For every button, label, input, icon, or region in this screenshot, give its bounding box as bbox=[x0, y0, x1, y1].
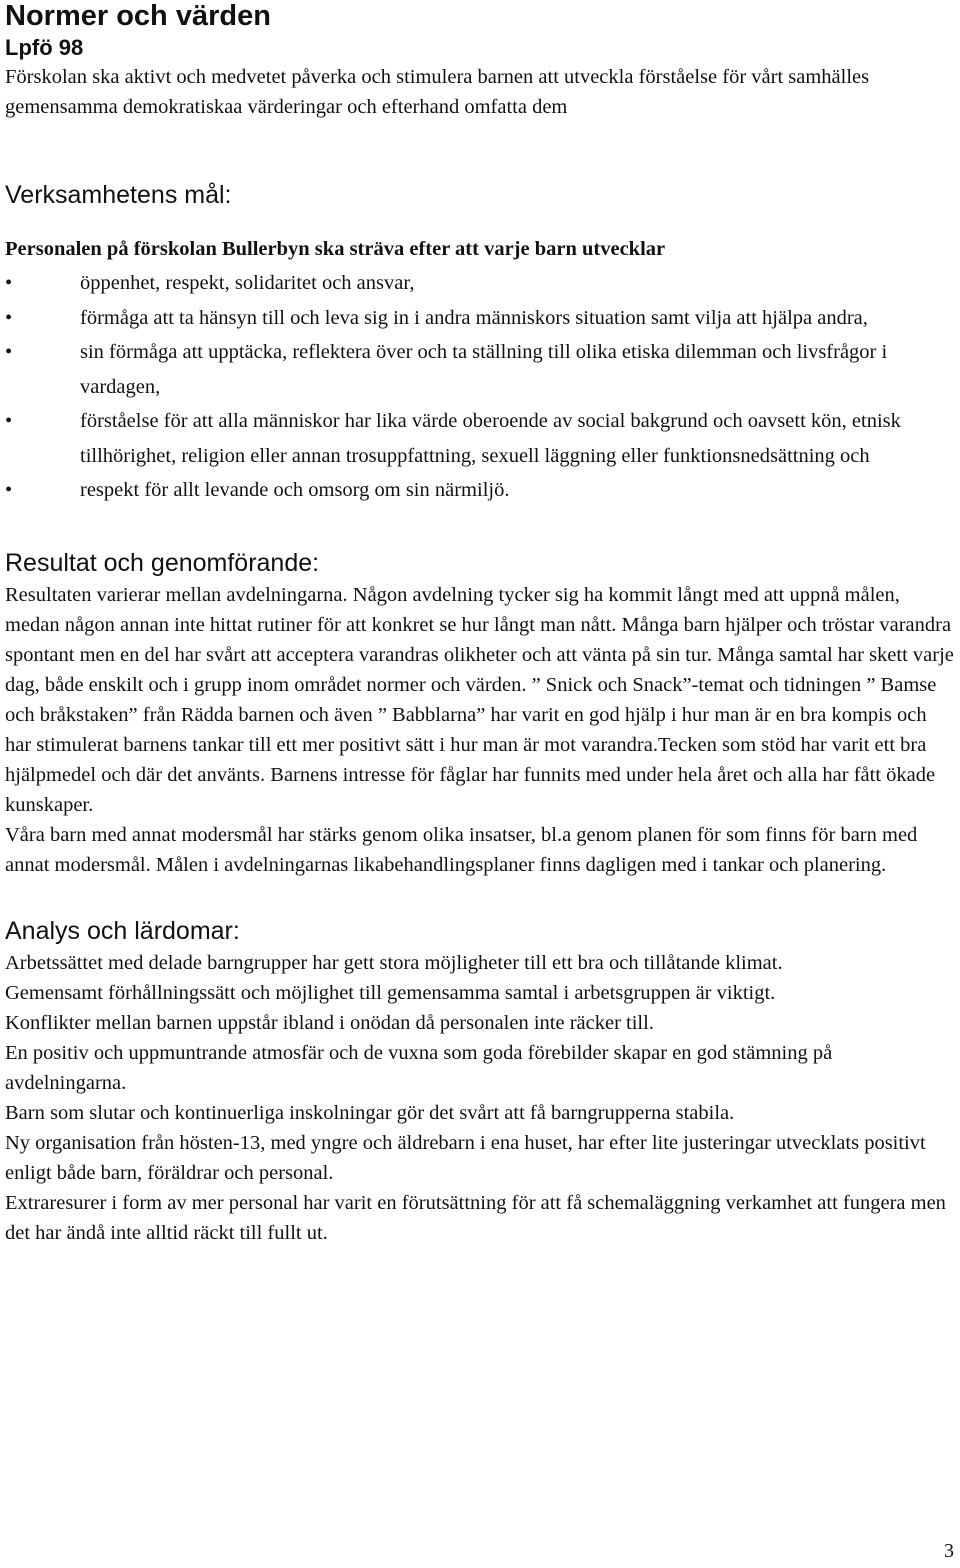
analysis-paragraph: Arbetssättet med delade barngrupper har gett stora möjligheter till ett bra och tillåtande klimat. bbox=[5, 951, 783, 974]
intro-paragraph: Förskolan ska aktivt och medvetet påverka och stimulera barnen att utveckla förståelse för vårt samhälles gemensamma demokratiskaa värderingar och efterhand omfatta dem bbox=[5, 66, 870, 118]
goals-lead: Personalen på förskolan Bullerbyn ska sträva efter att varje barn utvecklar bbox=[5, 238, 666, 260]
list-item: • förståelse för att alla människor har lika värde oberoende av social bakgrund och oavsett kön, etnisk tillhörighet, religion eller annan trosuppfattning, sexuell läggning eller funktionsnedsättning och bbox=[5, 404, 955, 473]
analysis-paragraph: Konflikter mellan barnen uppstår ibland i onödan då personalen inte räcker till. bbox=[5, 1011, 654, 1034]
bullet-icon: • bbox=[5, 341, 13, 363]
bullet-icon: • bbox=[5, 306, 13, 329]
results-paragraph: Våra barn med annat modersmål har stärks genom olika insatser, bl.a genom planen för som finns för barn med annat modersmål. Målen i avdelningarnas likabehandlingsplaner finns dagligen med i tankar och planering. bbox=[5, 823, 918, 876]
page-number: 3 bbox=[944, 1540, 954, 1562]
analysis-heading: Analys och lärdomar: bbox=[5, 916, 240, 945]
results-paragraph: Resultaten varierar mellan avdelningarna. Någon avdelning tycker sig ha kommit långt med att uppnå målen, medan någon annan inte hittat rutiner för att konkret se hur långt man nått. Många barn hjälper och tröstar varandra spontant men en del har svårt att acceptera varandras olikheter och att vänta på sin tur. Många samtal har skett varje dag, både enskilt och i grupp inom området normer och värden. ” Snick och Snack”-temat och tidningen ” Bamse och bråkstaken” från Rädda barnen och även ” Babblarna” har varit en god hjälp i hur man är en bra kompis och har stimulerat barnens tankar till ett mer positivt sätt i hur man är mot varandra.Tecken som stöd har varit ett bra hjälpmedel och där det använts. Barnens intresse för fåglar har funnits med under hela året och alla har fått ökade kunskaper. bbox=[5, 583, 954, 816]
goals-heading: Verksamhetens mål: bbox=[5, 181, 232, 209]
analysis-paragraph: En positiv och uppmuntrande atmosfär och de vuxna som goda förebilder skapar en god stämning på avdelningarna. bbox=[5, 1041, 833, 1094]
list-item: • öppenhet, respekt, solidaritet och ansvar, bbox=[5, 266, 955, 301]
page-title: Normer och värden bbox=[5, 0, 271, 32]
list-item: • respekt för allt levande och omsorg om sin närmiljö. bbox=[5, 473, 955, 508]
analysis-paragraph: Extraresurer i form av mer personal har varit en förutsättning för att få schemaläggning verkamhet att fungera men det har ändå inte alltid räckt till fullt ut. bbox=[5, 1191, 946, 1244]
bullet-icon: • bbox=[5, 479, 13, 501]
document-page bbox=[5, 0, 955, 1248]
page-subtitle: Lpfö 98 bbox=[5, 35, 84, 60]
analysis-paragraph: Ny organisation från hösten-13, med yngre och äldrebarn i ena huset, har efter lite justeringar utvecklats positivt enligt både barn, föräldrar och personal. bbox=[5, 1131, 926, 1184]
analysis-paragraph: Barn som slutar och kontinuerliga inskolningar gör det svårt att få barngrupperna stabila. bbox=[5, 1101, 735, 1124]
analysis-paragraph: Gemensamt förhållningssätt och möjlighet till gemensamma samtal i arbetsgruppen är viktigt. bbox=[5, 981, 776, 1004]
bullet-icon: • bbox=[5, 272, 13, 294]
results-heading: Resultat och genomförande: bbox=[5, 548, 320, 577]
bullet-icon: • bbox=[5, 410, 13, 432]
list-item: • sin förmåga att upptäcka, reflektera över och ta ställning till olika etiska dilemman och livsfrågor i vardagen, bbox=[5, 335, 955, 404]
goals-list bbox=[5, 266, 955, 508]
list-item: • förmåga att ta hänsyn till och leva sig in i andra människors situation samt vilja att hjälpa andra, bbox=[5, 301, 955, 336]
